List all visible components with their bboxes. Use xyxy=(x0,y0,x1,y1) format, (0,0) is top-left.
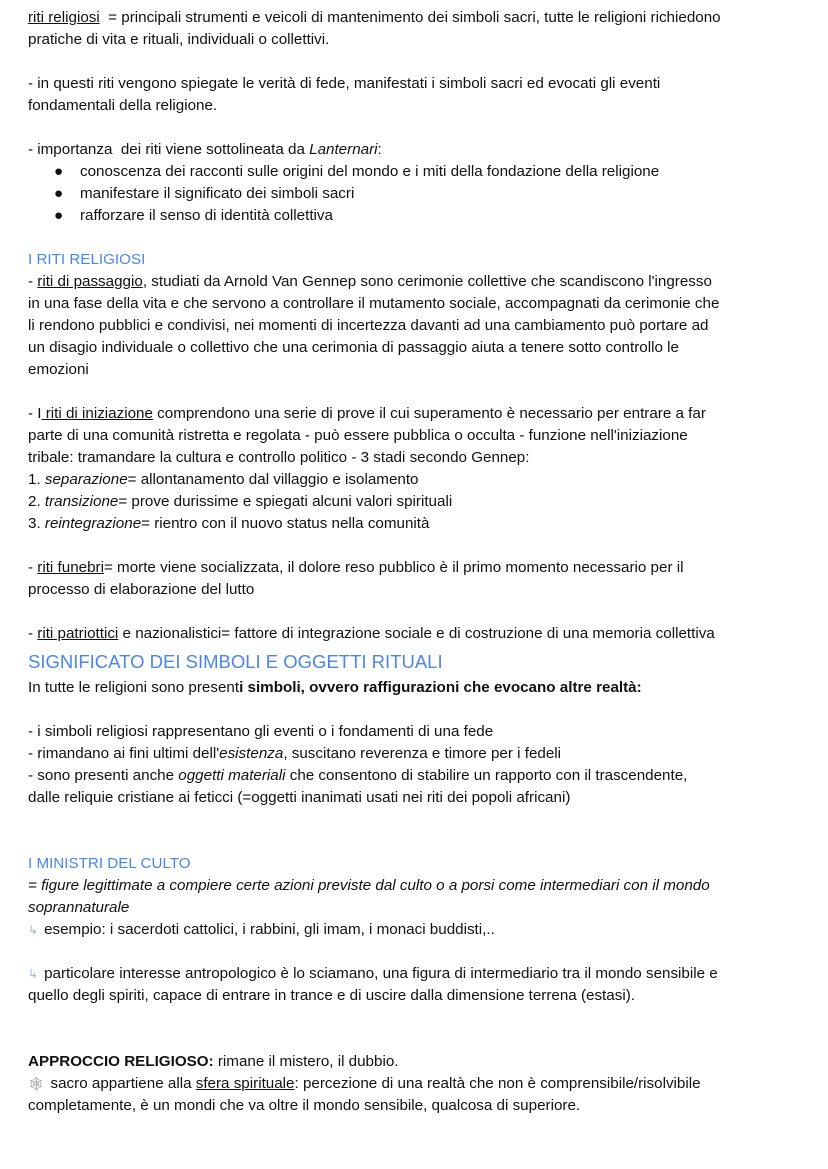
text-line xyxy=(28,7,808,29)
text-line xyxy=(28,513,808,535)
blank-line xyxy=(28,51,808,73)
underlined-term: riti di iniziazione xyxy=(41,405,153,422)
text-span: , studiati da Arnold Van Gennep sono cerimonie collettive che scandiscono l'ingresso xyxy=(142,273,712,290)
italic-text: Lanternari xyxy=(309,141,378,158)
text-span: rafforzare il senso di identità collettiva xyxy=(80,207,333,224)
text-span: - rimandano ai fini ultimi dell' xyxy=(28,745,220,762)
text-line xyxy=(28,491,808,513)
bullet-icon: ● xyxy=(54,207,64,224)
text-span: li rendono pubblici e condivisi, nei momenti di incertezza davanti ad una cambiamento può portare ad xyxy=(28,317,709,334)
text-line xyxy=(28,293,808,315)
text-span: e nazionalistici= fattore di integrazione sociale e di costruzione di una memoria collettiva xyxy=(118,625,715,642)
blank-line xyxy=(28,1029,808,1051)
bullet-icon: ● xyxy=(54,185,64,202)
text-span: in una fase della vita e che servono a controllare il mutamento sociale, accompagnati da cerimonie che xyxy=(28,295,720,312)
bold-text: APPROCCIO RELIGIOSO: xyxy=(28,1053,214,1070)
text-line xyxy=(28,359,808,381)
text-line xyxy=(28,677,808,699)
text-span: 3. xyxy=(28,515,45,532)
bold-text: i simboli, ovvero raffigurazioni che evocano altre realtà: xyxy=(239,679,642,696)
text-span: conoscenza dei racconti sulle origini del mondo e i miti della fondazione della religione xyxy=(80,163,660,180)
text-line xyxy=(28,721,808,743)
underlined-term: riti funebri xyxy=(37,559,104,576)
list-item xyxy=(28,205,808,227)
text-line xyxy=(28,315,808,337)
text-span: che consentono di stabilire un rapporto con il trascendente, xyxy=(285,767,688,784)
text-span: sacro appartiene alla xyxy=(50,1075,196,1092)
text-span: SIGNIFICATO DEI SIMBOLI E OGGETTI RITUALI xyxy=(28,651,443,672)
text-line xyxy=(28,447,808,469)
text-span: I MINISTRI DEL CULTO xyxy=(28,855,191,872)
text-span: : percezione di una realtà che non è comprensibile/risolvibile xyxy=(294,1075,701,1092)
text-span: - I xyxy=(28,405,42,422)
text-span: pratiche di vita e rituali, individuali o collettivi. xyxy=(28,31,330,48)
text-span: = principali strumenti e veicoli di mantenimento dei simboli sacri, tutte le religioni richiedono xyxy=(99,9,721,26)
text-line xyxy=(28,557,808,579)
blank-line xyxy=(28,831,808,853)
blank-line xyxy=(28,381,808,403)
text-line xyxy=(28,139,808,161)
text-span: - importanza dei riti viene sottolineata da xyxy=(28,141,310,158)
text-line xyxy=(28,875,808,897)
text-span: , suscitano reverenza e timore per i fedeli xyxy=(283,745,562,762)
text-line xyxy=(28,963,808,985)
text-line xyxy=(28,469,808,491)
section-heading xyxy=(28,853,808,875)
spider-web-icon: 🕸 xyxy=(28,1076,45,1091)
text-span: comprendono una serie di prove il cui superamento è necessario per entrare a far xyxy=(152,405,706,422)
blank-line xyxy=(28,809,808,831)
text-span: 2. xyxy=(28,493,45,510)
blank-line xyxy=(28,227,808,249)
text-span: quello degli spiriti, capace di entrare in trance e di uscire dalla dimensione terrena (estasi). xyxy=(28,987,635,1004)
text-span: - sono presenti anche xyxy=(28,767,179,784)
italic-text: reintegrazione xyxy=(44,515,142,532)
text-span: I RITI RELIGIOSI xyxy=(28,251,146,268)
text-span: = prove durissime e spiegati alcuni valori spirituali xyxy=(118,493,453,510)
document-body xyxy=(28,7,808,1117)
text-line xyxy=(28,1051,808,1073)
text-span: rimane il mistero, il dubbio. xyxy=(213,1053,399,1070)
text-line xyxy=(28,337,808,359)
text-span: - in questi riti vengono spiegate le verità di fede, manifestati i simboli sacri ed evocati gli eventi xyxy=(28,75,661,92)
blank-line xyxy=(28,699,808,721)
text-line xyxy=(28,403,808,425)
text-line xyxy=(28,271,808,293)
italic-text: transizione xyxy=(44,493,119,510)
list-item xyxy=(28,183,808,205)
text-line xyxy=(28,919,808,941)
bullet-icon: ● xyxy=(54,163,64,180)
text-span: emozioni xyxy=(28,361,89,378)
text-line xyxy=(28,579,808,601)
text-span: dalle reliquie cristiane ai feticci (=oggetti inanimati usati nei riti dei popoli africani) xyxy=(28,789,571,806)
text-line xyxy=(28,1095,808,1117)
text-span: completamente, è un mondi che va oltre il mondo sensibile, qualcosa di superiore. xyxy=(28,1097,581,1114)
text-span: processo di elaborazione del lutto xyxy=(28,581,255,598)
underlined-term: sfera spirituale xyxy=(195,1075,295,1092)
blank-line xyxy=(28,601,808,623)
underlined-term: riti di passaggio xyxy=(37,273,143,290)
text-span: : xyxy=(377,141,382,158)
text-span: un disagio individuale o collettivo che una cerimonia di passaggio aiuta a tenere sotto controllo le xyxy=(28,339,679,356)
text-span: manifestare il significato dei simboli sacri xyxy=(80,185,355,202)
text-span: parte di una comunità ristretta e regolata - può essere pubblica o occulta - funzione nell'iniziazione xyxy=(28,427,688,444)
text-line xyxy=(28,29,808,51)
blank-line xyxy=(28,535,808,557)
section-heading xyxy=(28,249,808,271)
text-span: - xyxy=(28,273,38,290)
text-span: esempio: i sacerdoti cattolici, i rabbini, gli imam, i monaci buddisti,.. xyxy=(44,921,495,938)
text-span: fondamentali della religione. xyxy=(28,97,218,114)
text-line xyxy=(28,425,808,447)
text-span: - xyxy=(28,559,38,576)
underlined-term: riti patriottici xyxy=(37,625,119,642)
text-line xyxy=(28,743,808,765)
text-line xyxy=(28,897,808,919)
italic-text: = figure legittimate a compiere certe azioni previste dal culto o a porsi come intermediari con il mondo xyxy=(28,877,710,894)
italic-text: esistenza xyxy=(219,745,284,762)
text-line xyxy=(28,623,808,645)
text-line xyxy=(28,985,808,1007)
underlined-term: riti religiosi xyxy=(28,9,100,26)
text-span: = allontanamento dal villaggio e isolamento xyxy=(127,471,419,488)
text-span: particolare interesse antropologico è lo sciamano, una figura di intermediario tra il mondo sensibile e xyxy=(44,965,718,982)
blank-line xyxy=(28,941,808,963)
text-line xyxy=(28,765,808,787)
arrow-icon: ↳ xyxy=(28,967,39,981)
section-heading xyxy=(28,647,808,677)
blank-line xyxy=(28,1007,808,1029)
italic-text: oggetti materiali xyxy=(178,767,286,784)
italic-text: soprannaturale xyxy=(28,899,130,916)
list-item xyxy=(28,161,808,183)
text-line xyxy=(28,1073,808,1095)
text-span: - i simboli religiosi rappresentano gli eventi o i fondamenti di una fede xyxy=(28,723,494,740)
text-span: = morte viene socializzata, il dolore reso pubblico è il primo momento necessario per il xyxy=(103,559,684,576)
italic-text: separazione xyxy=(44,471,128,488)
text-span: - xyxy=(28,625,38,642)
text-line xyxy=(28,73,808,95)
arrow-icon: ↳ xyxy=(28,923,39,937)
text-span: tribale: tramandare la cultura e controllo politico - 3 stadi secondo Gennep: xyxy=(28,449,530,466)
text-line xyxy=(28,95,808,117)
text-span: 1. xyxy=(28,471,45,488)
text-span: In tutte le religioni sono present xyxy=(28,679,240,696)
blank-line xyxy=(28,117,808,139)
text-line xyxy=(28,787,808,809)
text-span: = rientro con il nuovo status nella comunità xyxy=(141,515,430,532)
